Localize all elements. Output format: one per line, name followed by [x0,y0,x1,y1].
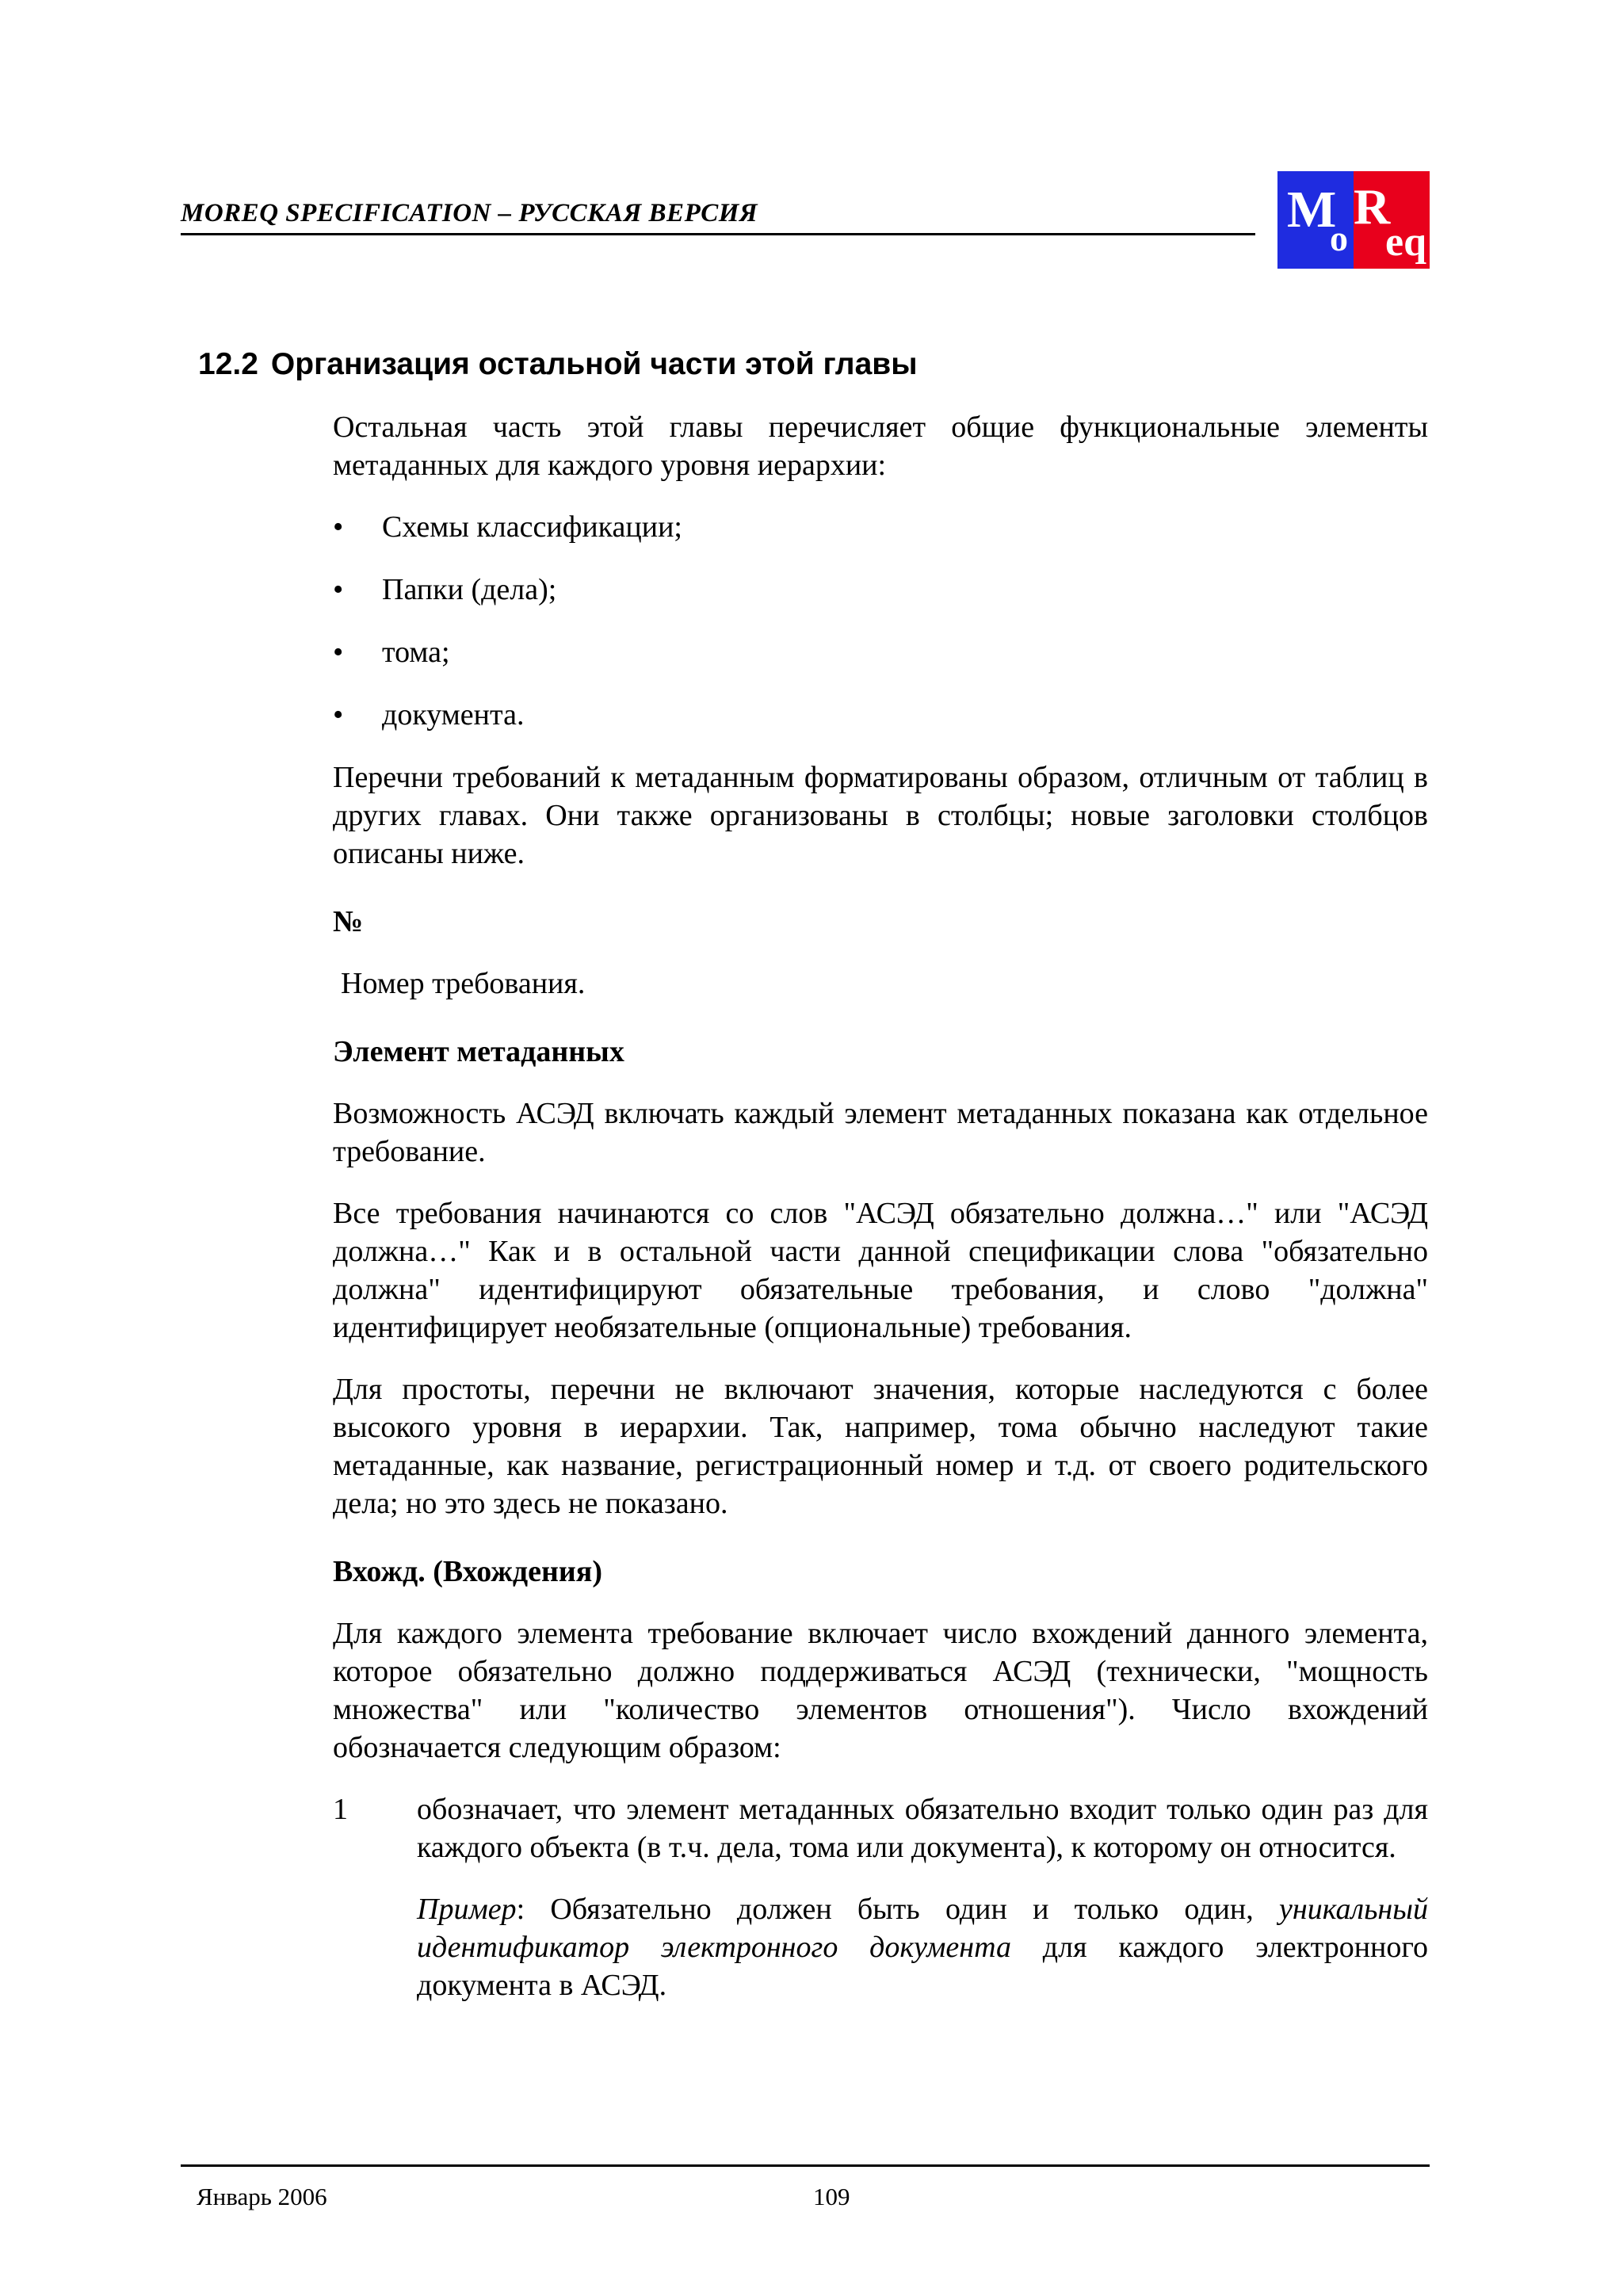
element-paragraph-3: Для простоты, перечни не включают значения, которые наследуются с более высокого уровня в иерархии. Так, например, тома обычно наследуют такие метаданные, как название, регистрационный номер и т.д. от своего родительского дела; но это здесь не показано. [333,1373,1428,1520]
column-element-heading: Элемент метаданных [333,1035,624,1068]
svg-text:M: M [1287,181,1337,239]
page-footer [181,2164,1430,2210]
bullet-icon: • [333,573,344,606]
column-number-description: Номер требования. [341,967,586,1000]
svg-text:eq: eq [1385,220,1426,265]
list-item: • Схемы классификации; [333,508,1428,546]
bullet-icon: • [333,636,344,669]
list-item: • тома; [333,633,1428,671]
hierarchy-levels-list [333,508,1428,734]
occurrence-item [333,1790,1428,2028]
svg-text:R: R [1354,178,1391,235]
occurrence-description: обозначает, что элемент метаданных обязательно входит только один раз для каждого объекта (в т.ч. дела, тома или документа), к которому он относится. [417,1793,1428,1864]
page-header [181,195,1255,235]
page-number: 109 [813,2183,850,2210]
section-heading [198,347,918,382]
example-emphasis: уникальный идентификатор электронного документа [417,1893,1428,1964]
footer-date: Январь 2006 [197,2183,327,2210]
list-item: • Папки (дела); [333,571,1428,609]
occurrences-paragraph: Для каждого элемента требование включает число вхождений данного элемента, которое обязательно должно поддерживаться АСЭД (технически, "мощность множества" или "количество элементов отношения"). Число вхождений обозначается следующим образом: [333,1617,1428,1764]
occurrence-body [417,1790,1428,2028]
element-paragraph-1: Возможность АСЭД включать каждый элемент метаданных показана как отдельное требование. [333,1097,1428,1168]
column-number-heading: № [333,905,364,938]
bullet-icon: • [333,698,344,732]
occurrence-example: Пример: Обязательно должен быть один и только один, уникальный идентификатор электронного документа для каждого электронного документа в АСЭД. [417,1893,1429,2002]
element-paragraph-2: Все требования начинаются со слов "АСЭД обязательно должна…" или "АСЭД должна…" Как и в остальной части данной спецификации слова "обязательно должна" идентифицируют обязательные требования, и слово "должна" идентифицирует необязательные (опциональные) требования. [333,1197,1428,1344]
example-label: Пример [417,1893,517,1926]
section-title: Организация остальной части этой главы [270,347,918,381]
svg-text:o: o [1330,218,1348,258]
bullet-icon: • [333,510,344,544]
section-number: 12.2 [198,347,258,381]
list-item: • документа. [333,696,1428,734]
format-note-paragraph: Перечни требований к метаданным форматированы образом, отличным от таблиц в других главах. Они также организованы в столбцы; новые заголовки столбцов описаны ниже. [333,761,1428,870]
moreq-logo [1277,171,1430,269]
logo-lettering [1277,171,1430,269]
intro-paragraph: Остальная часть этой главы перечисляет общие функциональные элементы метаданных для каждого уровня иерархии: [333,411,1428,482]
page-content [333,408,1428,2052]
occurrence-value: 1 [333,1793,348,1826]
header-title: MOREQ SPECIFICATION – РУССКАЯ ВЕРСИЯ [181,199,758,227]
column-occurrences-heading: Вхожд. (Вхождения) [333,1555,602,1588]
